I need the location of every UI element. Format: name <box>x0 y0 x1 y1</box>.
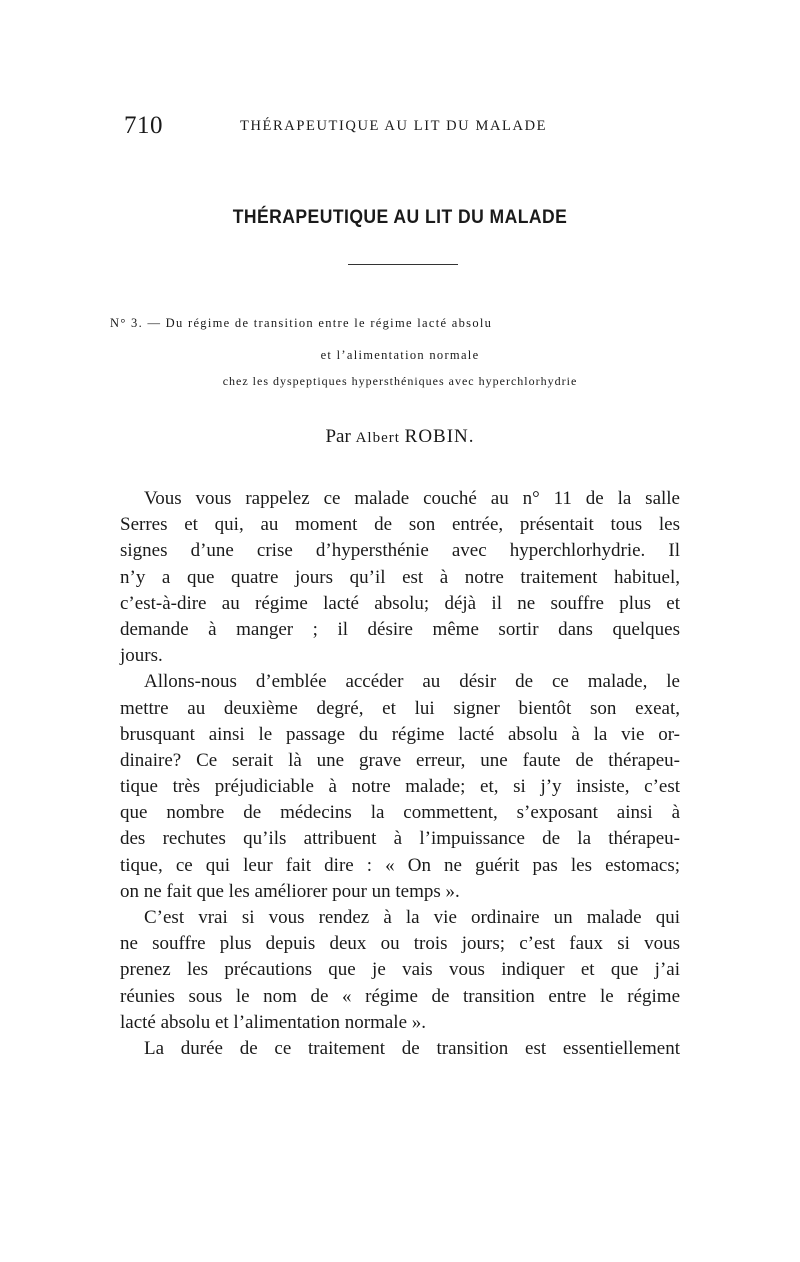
body-line: des rechutes qu’ils attribuent à l’impuissance de la thérapeu- <box>120 828 680 850</box>
subtitle-line-3: chez les dyspeptiques hypersthéniques avec hyperchlorhydrie <box>222 374 578 388</box>
body-line: réunies sous le nom de « régime de transition entre le régime <box>120 985 680 1007</box>
body-line: tique très préjudiciable à notre malade; et, si j’y insiste, c’est <box>120 776 680 798</box>
body-line: Allons-nous d’emblée accéder au désir de ce malade, le <box>144 671 680 693</box>
subtitle-line-2: et l’alimentation normale <box>320 348 480 362</box>
body-line: ne souffre plus depuis deux ou trois jours; c’est faux si vous <box>120 933 680 955</box>
body-line: Vous vous rappelez ce malade couché au n° 11 de la salle <box>144 488 680 509</box>
body-line: c’est-à-dire au régime lacté absolu; déjà il ne souffre plus et <box>120 592 680 614</box>
body-line: tique, ce qui leur fait dire : « On ne guérit pas les estomacs; <box>120 854 680 876</box>
body-line: dinaire? Ce serait là une grave erreur, une faute de thérapeu- <box>120 749 680 771</box>
body-line: Serres et qui, au moment de son entrée, présentait tous les <box>120 514 680 536</box>
article-body <box>120 486 680 1062</box>
body-line: on ne fait que les améliorer pour un temps ». <box>120 880 460 902</box>
body-line: jours. <box>120 645 163 667</box>
body-line: mettre au deuxième degré, et lui signer bientôt son exeat, <box>120 697 680 719</box>
body-line: C’est vrai si vous rendez à la vie ordinaire un malade qui <box>144 907 680 928</box>
body-line: lacté absolu et l’alimentation normale ». <box>120 1011 427 1033</box>
body-line: n’y a que quatre jours qu’il est à notre traitement habituel, <box>120 566 680 588</box>
body-line: que nombre de médecins la commettent, s’exposant ainsi à <box>120 802 680 824</box>
running-head <box>120 112 680 142</box>
body-line: La durée de ce traitement de transition est essentiellement <box>144 1037 680 1059</box>
body-line: prenez les précautions que je vais vous indiquer et que j’ai <box>120 959 680 981</box>
subtitle-line-1: N° 3. — Du régime de transition entre le régime lacté absolu <box>110 316 493 330</box>
body-line: signes d’une crise d’hypersthénie avec hyperchlorhydrie. Il <box>120 540 680 562</box>
body-line: brusquant ainsi le passage du régime lacté absolu à la vie or- <box>120 723 680 745</box>
body-line: demande à manger ; il désire même sortir dans quelques <box>120 618 680 640</box>
byline-prefix: Par <box>325 426 351 447</box>
article-title: THÉRAPEUTIQUE AU LIT DU MALADE <box>232 206 568 228</box>
byline <box>120 426 680 448</box>
author-surname: ROBIN. <box>404 426 475 447</box>
title-divider <box>348 264 458 265</box>
author-first-name: Albert <box>355 430 400 446</box>
page-number: 710 <box>124 112 163 139</box>
running-title: THÉRAPEUTIQUE AU LIT DU MALADE <box>240 118 548 134</box>
